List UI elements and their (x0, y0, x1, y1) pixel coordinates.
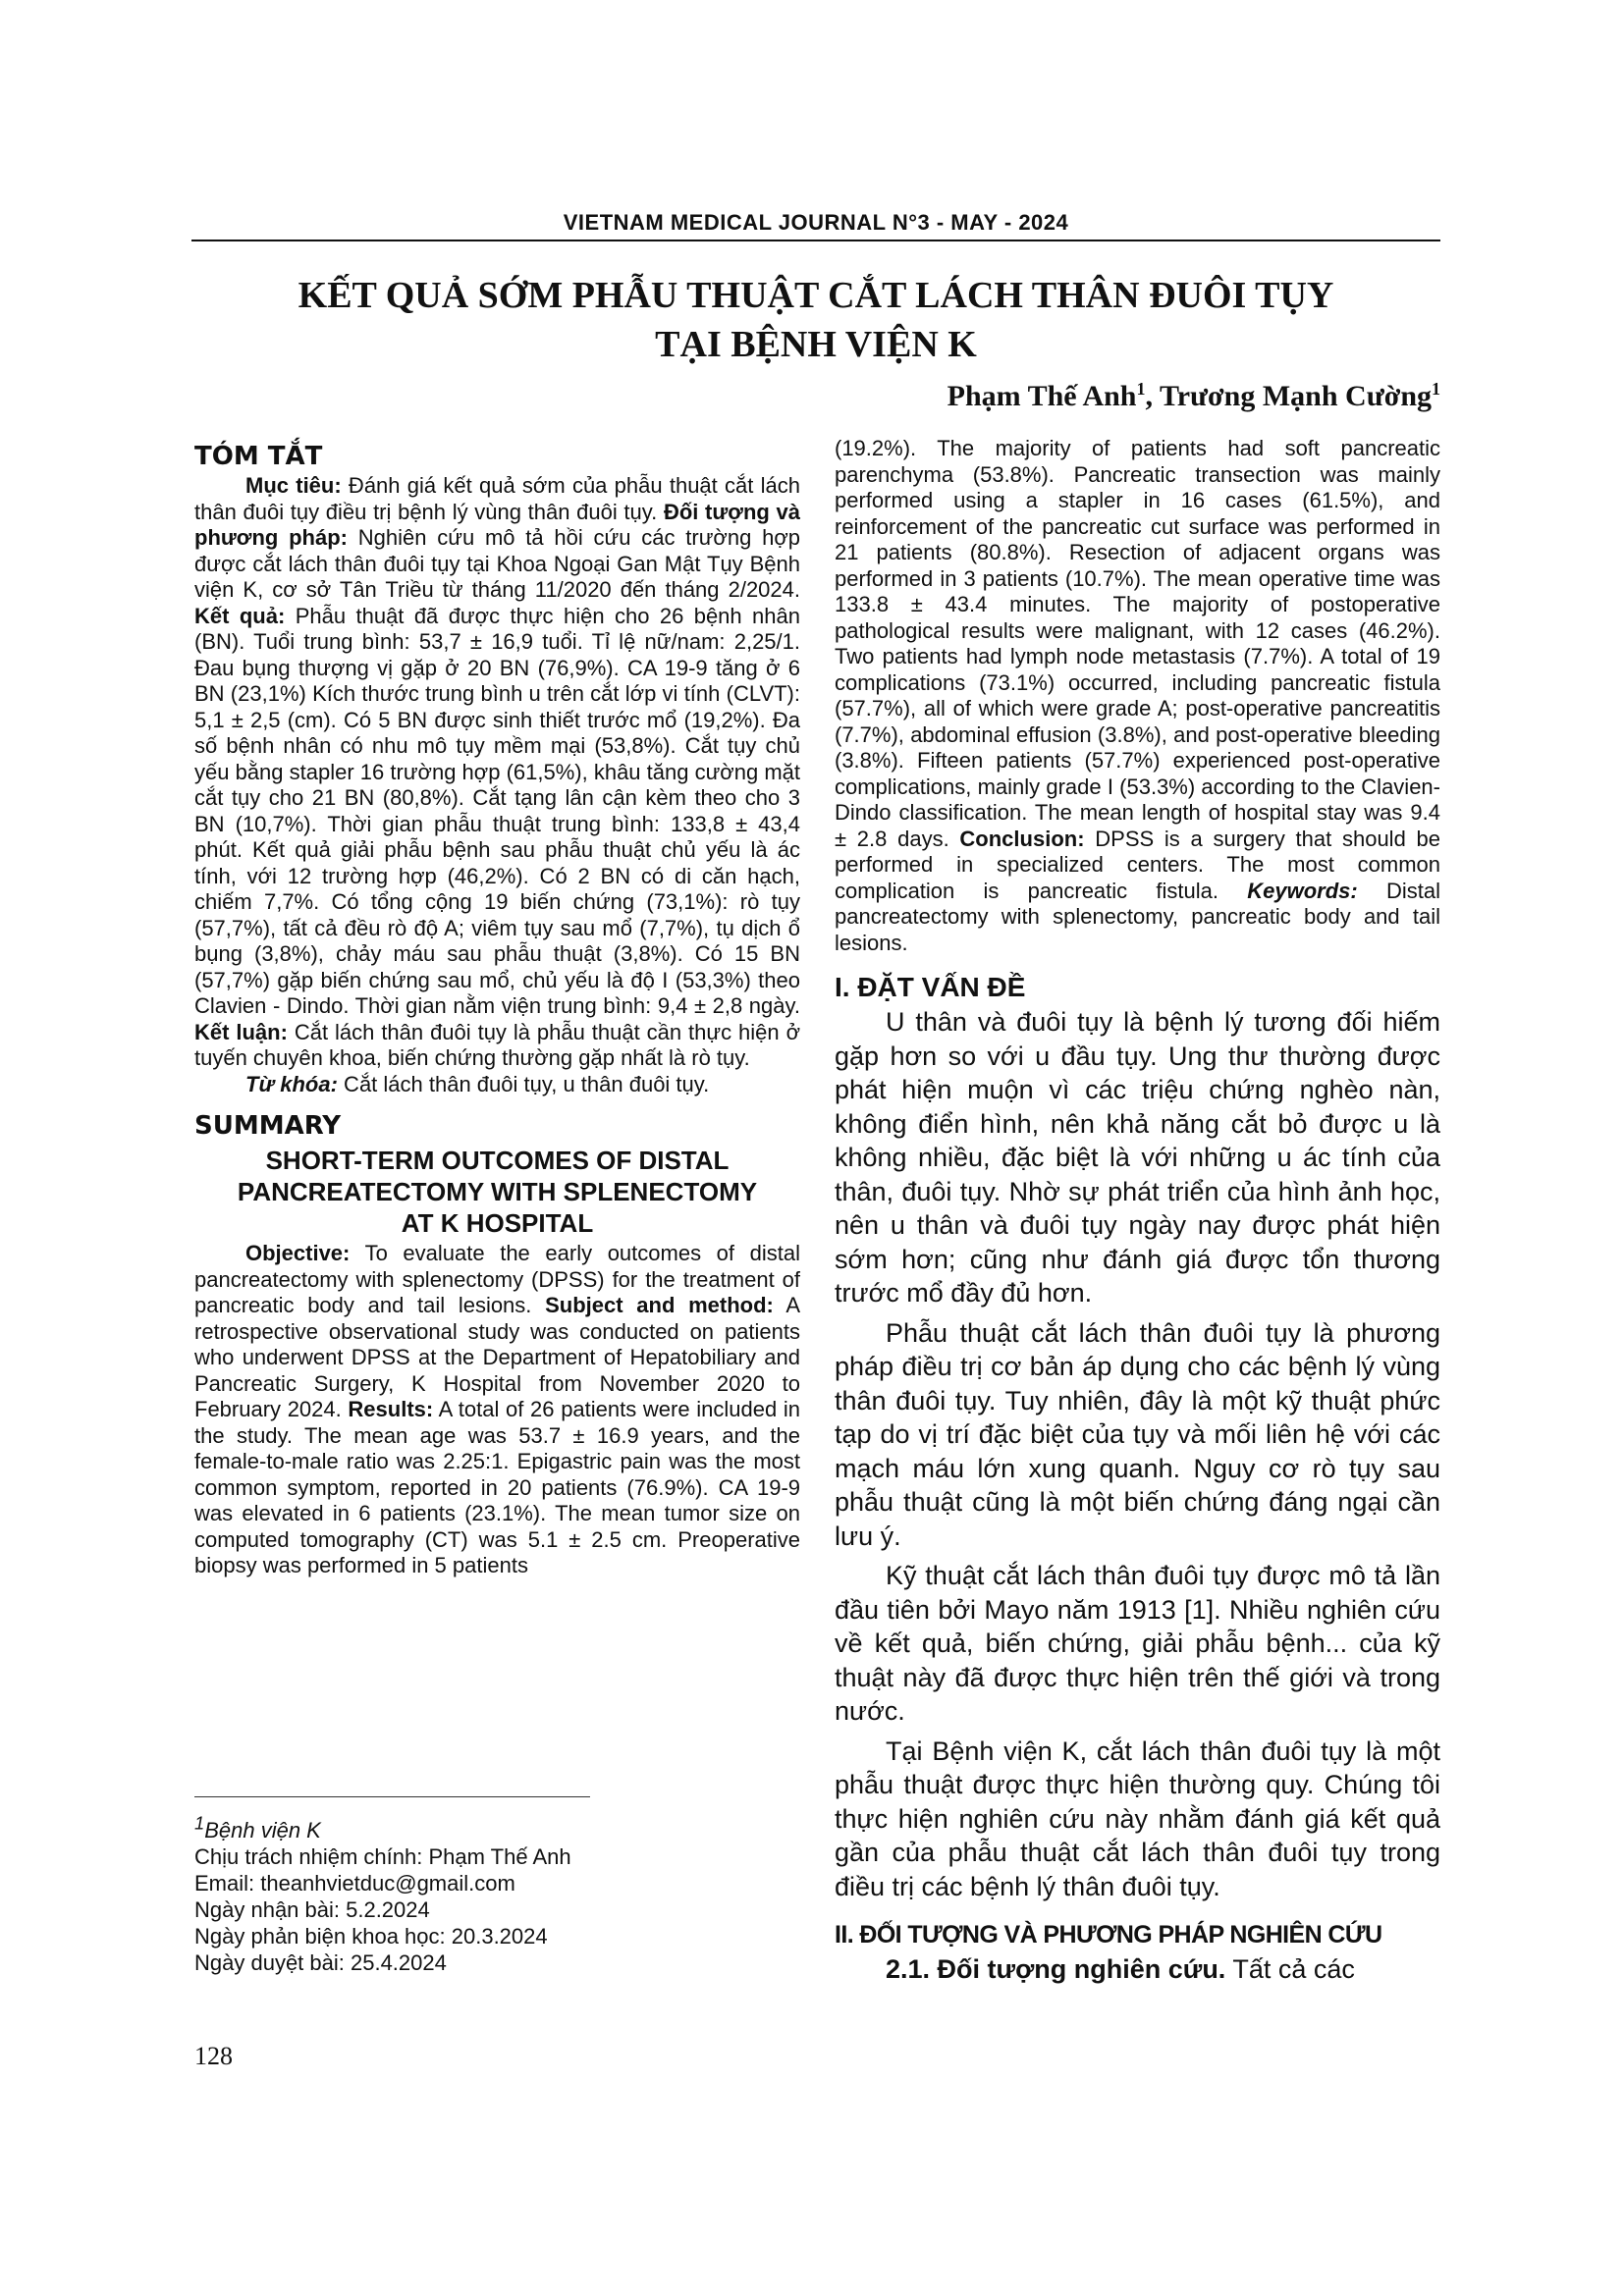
summary-title-line-2: PANCREATECTOMY WITH SPLENECTOMY (237, 1177, 758, 1206)
title-line-1: KẾT QUẢ SỚM PHẪU THUẬT CẮT LÁCH THÂN ĐUÔI TỤY (298, 275, 1334, 316)
results-label-en: Results: (348, 1397, 434, 1421)
left-column (194, 440, 800, 1579)
footnote-received: Ngày nhận bài: 5.2.2024 (194, 1897, 430, 1923)
section-1-paragraph-3: Kỹ thuật cắt lách thân đuôi tụy được mô tả lần đầu tiên bởi Mayo năm 1913 [1]. Nhiều nghiên cứu về kết quả, biến chứng, giải phẫu bệnh... của kỹ thuật này đã được thực hiện trên thế giới và trong nước. (835, 1561, 1440, 1726)
affiliation-mark: 1 (1136, 379, 1146, 399)
section-1-paragraph-4: Tại Bệnh viện K, cắt lách thân đuôi tụy là một phẫu thuật được thực hiện thường quy. Chúng tôi thực hiện nghiên cứu này nhằm đánh giá kết quả gần của phẫu thuật cắt lách thân đuôi tụy trong điều trị các bệnh lý thân đuôi tụy. (835, 1735, 1440, 1901)
summary-title (194, 1145, 800, 1239)
author-2: Trương Mạnh Cường (1159, 380, 1432, 412)
footnote-accepted: Ngày duyệt bài: 25.4.2024 (194, 1950, 447, 1976)
summary-title-line-1: SHORT-TERM OUTCOMES OF DISTAL (265, 1146, 730, 1175)
section-2-heading: II. ĐỐI TƯỢNG VÀ PHƯƠNG PHÁP NGHIÊN CỨU (835, 1921, 1382, 1949)
title-line-2: TẠI BỆNH VIỆN K (655, 324, 977, 365)
footnote-reviewed: Ngày phản biện khoa học: 20.3.2024 (194, 1924, 548, 1949)
keywords-vn (194, 1072, 800, 1098)
affiliation-mark: 1 (1432, 379, 1440, 399)
objective-text-vn: Đánh giá kết quả sớm của phẫu thuật cắt lách thân đuôi tụy điều trị bệnh lý vùng thân đuôi tụy. (194, 473, 800, 524)
abstract-vn-heading: TÓM TẮT (194, 442, 323, 471)
results-text-en-continued: (19.2%). The majority of patients had soft pancreatic parenchyma (53.8%). Pancreatic transection was mainly performed using a stapler in 16 cases (61.5%), and reinforcement of the pancreatic cut surface was performed in 21 patients (80.8%). Resection of adjacent organs was performed in 3 patients (10.7%). The mean operative time was 133.8 ± 43.4 minutes. The majority of postoperative pathological results were malignant, with 12 cases (46.2%). Two patients had lymph node metastasis (7.7%). A total of 19 complications (73.1%) occurred, including pancreatic fistula (57.7%), all of which were grade A; post-operative pancreatitis (7.7%), abdominal effusion (3.8%), and post-operative bleeding (3.8%). Fifteen patients (57.7%) experienced post-operative complications, mainly grade I (53.3%) according to the Clavien-Dindo classification. The mean length of hospital stay was 9.4 ± 2.8 days. (835, 436, 1440, 851)
footnotes (194, 1810, 800, 1976)
method-label-en: Subject and method: (545, 1293, 774, 1317)
section-2-1-label: 2.1. Đối tượng nghiên cứu. (886, 1954, 1226, 1984)
footnote-rule (194, 1796, 590, 1797)
abstract-vn-text (194, 473, 800, 1072)
right-column (835, 436, 1440, 1987)
method-text-vn: Nghiên cứu mô tả hồi cứu các trường hợp được cắt lách thân đuôi tụy tại Khoa Ngoại Gan Mật Tụy Bệnh viện K, cơ sở Tân Triều từ tháng 11/2020 đến tháng 2/2024. (194, 525, 800, 602)
footnote-affiliation (194, 1810, 800, 1843)
footnote-email: Email: theanhvietduc@gmail.com (194, 1871, 515, 1896)
section-1-heading: I. ĐẶT VẤN ĐỀ (835, 972, 1026, 1002)
author-separator: , (1145, 380, 1160, 412)
footnote-responsible: Chịu trách nhiệm chính: Phạm Thế Anh (194, 1844, 571, 1870)
keywords-label-en: Keywords: (1247, 878, 1358, 903)
section-1-paragraph-2: Phẫu thuật cắt lách thân đuôi tụy là phương pháp điều trị cơ bản áp dụng cho các bệnh lý vùng thân đuôi tụy. Tuy nhiên, đây là một kỹ thuật phức tạp do vị trí đặc biệt của tụy và mối liên hệ với các mạch máu lớn xung quanh. Nguy cơ rò tụy sau phẫu thuật cũng là một biến chứng đáng ngại cần lưu ý. (835, 1317, 1440, 1551)
conclusion-text-vn: Cắt lách thân đuôi tụy là phẫu thuật cần thực hiện ở tuyến chuyên khoa, biến chứng thường gặp nhất là rò tụy. (194, 1019, 800, 1070)
results-label-vn: Kết quả: (194, 603, 286, 628)
results-text-en: A total of 26 patients were included in the study. The mean age was 53.7 ± 16.9 years, and the female-to-male ratio was 2.25:1. Epigastric pain was the most common symptom, reported in 20 patients (76.9%). CA 19-9 was elevated in 6 patients (23.1%). The mean tumor size on computed tomography (CT) was 5.1 ± 2.5 cm. Preoperative biopsy was performed in 5 patients (194, 1397, 801, 1577)
article-title (191, 271, 1440, 369)
abstract-en-continued (835, 436, 1440, 956)
header-rule (191, 240, 1440, 241)
footnote-mark: 1 (194, 1813, 205, 1834)
keywords-text-vn: Cắt lách thân đuôi tụy, u thân đuôi tụy. (337, 1071, 710, 1096)
abstract-en-text (194, 1241, 800, 1579)
conclusion-label-vn: Kết luận: (194, 1019, 288, 1044)
page-number: 128 (194, 2042, 233, 2070)
running-header: VIETNAM MEDICAL JOURNAL N°3 - MAY - 2024 (563, 210, 1069, 235)
method-text-en: A retrospective observational study was conducted on patients who underwent DPSS at the Department of Hepatobiliary and Pancreatic Surgery, K Hospital from November 2020 to February 2024. (194, 1293, 800, 1421)
keywords-label-vn: Từ khóa: (245, 1071, 338, 1096)
section-2-1-text: Tất cả các (1225, 1954, 1355, 1984)
conclusion-text-en: DPSS is a surgery that should be performed in specialized centers. The most common complication is pancreatic fistula. (835, 826, 1441, 903)
objective-label-en: Objective: (245, 1241, 351, 1265)
author-line (947, 379, 1440, 413)
author-1: Phạm Thế Anh (947, 380, 1137, 412)
footnote-affiliation-text: Bệnh viện K (204, 1818, 321, 1843)
section-2-1 (835, 1952, 1440, 1987)
results-text-vn: Phẫu thuật đã được thực hiện cho 26 bệnh nhân (BN). Tuổi trung bình: 53,7 ± 16,9 tuổi. Tỉ lệ nữ/nam: 2,25/1. Đau bụng thượng vị gặp ở 20 BN (76,9%). CA 19-9 tăng ở 6 BN (23,1%) Kích thước trung bình u trên cắt lớp vi tính (CLVT): 5,1 ± 2,5 (cm). Có 5 BN được sinh thiết trước mổ (19,2%). Đa số bệnh nhân có nhu mô tụy mềm mại (53,8%). Cắt tụy chủ yếu bằng stapler 16 trường hợp (61,5%), khâu tăng cường mặt cắt tụy cho 21 BN (80,8%). Cắt tạng lân cận kèm theo cho 3 BN (10,7%). Thời gian phẫu thuật trung bình: 133,8 ± 43,4 phút. Kết quả giải phẫu bệnh sau phẫu thuật chủ yếu là ác tính, với 12 trường hợp (46,2%). Có 2 BN có di căn hạch, chiếm 7,7%. Có tổng cộng 19 biến chứng (73,1%): rò tụy (57,7%), tất cả đều rò độ A; viêm tụy sau mổ (7,7%), tụ dịch ổ bụng (3,8%), chảy máu sau phẫu thuật (3,8%). Có 15 BN (57,7%) gặp biến chứng sau mổ, chủ yếu là độ I (53,3%) theo Clavien - Dindo. Thời gian nằm viện trung bình: 9,4 ± 2,8 ngày. (194, 603, 800, 1018)
section-1-paragraph-1: U thân và đuôi tụy là bệnh lý tương đối hiếm gặp hơn so với u đầu tụy. Ung thư thường được phát hiện muộn vì các triệu chứng nghèo nàn, không điển hình, nên khả năng cắt bỏ được u là không nhiều, đặc biệt là với những u ác tính của thân, đuôi tụy. Nhờ sự phát triển của hình ảnh học, nên u thân và đuôi tụy ngày nay được phát hiện sớm hơn; cũng như đánh giá được tổn thương trước mổ đầy đủ hơn. (835, 1007, 1440, 1308)
conclusion-label-en: Conclusion: (959, 826, 1085, 851)
method-label-vn: Đối tượng và phương pháp: (194, 499, 800, 550)
keywords-text-en: Distal pancreatectomy with splenectomy, pancreatic body and tail lesions. (835, 878, 1441, 955)
summary-heading: SUMMARY (194, 1111, 342, 1141)
objective-label-vn: Mục tiêu: (245, 473, 342, 498)
summary-title-line-3: AT K HOSPITAL (401, 1208, 594, 1238)
objective-text-en: To evaluate the early outcomes of distal pancreatectomy with splenectomy (DPSS) for the treatment of pancreatic body and tail lesions. (194, 1241, 800, 1317)
